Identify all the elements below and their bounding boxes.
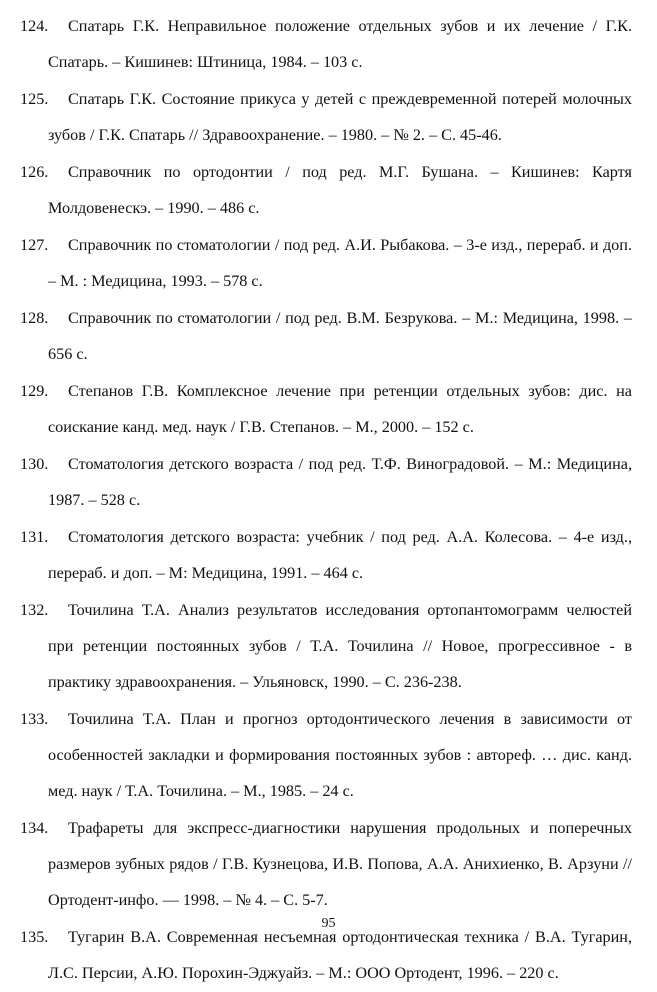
reference-text: Спатарь Г.К. Состояние прикуса у детей с преждевременной потерей молочных зубов / Г.К. Спатарь // Здравоохранение. – 1980. – № 2. – С. 45-46. <box>48 90 632 144</box>
reference-number: 125. <box>20 90 49 108</box>
reference-item <box>20 519 632 591</box>
reference-item <box>20 373 632 445</box>
reference-text: Тугарин В.А. Современная несъемная ортодонтическая техника / В.А. Тугарин, Л.С. Персии, А.Ю. Порохин-Эджуайз. – М.: ООО Ортодент, 1996. – 220 с. <box>48 928 632 982</box>
reference-number: 126. <box>20 163 49 181</box>
reference-number: 133. <box>20 710 49 728</box>
reference-item <box>20 300 632 372</box>
reference-number: 132. <box>20 601 49 619</box>
reference-number: 135. <box>20 928 49 946</box>
reference-item <box>20 446 632 518</box>
reference-item <box>20 592 632 700</box>
reference-text: Спатарь Г.К. Неправильное положение отдельных зубов и их лечение / Г.К. Спатарь. – Кишинев: Штиница, 1984. – 103 с. <box>48 17 632 71</box>
reference-number: 130. <box>20 455 49 473</box>
reference-item <box>20 810 632 918</box>
reference-number: 129. <box>20 382 49 400</box>
reference-item <box>20 8 632 80</box>
reference-item <box>20 81 632 153</box>
reference-item <box>20 154 632 226</box>
reference-text: Стоматология детского возраста / под ред. Т.Ф. Виноградовой. – М.: Медицина, 1987. – 528 с. <box>48 455 632 509</box>
reference-number: 124. <box>20 17 49 35</box>
reference-text: Точилина Т.А. Анализ результатов исследования ортопантомограмм челюстей при ретенции постоянных зубов / Т.А. Точилина // Новое, прогрессивное - в практику здравоохранения. – Ульяновск, 1990. – С. 236-238. <box>48 601 632 691</box>
page-number: 95 <box>321 916 336 931</box>
reference-number: 128. <box>20 309 49 327</box>
reference-number: 134. <box>20 819 49 837</box>
reference-text: Справочник по ортодонтии / под ред. М.Г. Бушана. – Кишинев: Картя Молдовенескэ. – 1990. – 486 с. <box>48 163 632 217</box>
reference-item <box>20 701 632 809</box>
reference-text: Трафареты для экспресс-диагностики нарушения продольных и поперечных размеров зубных рядов / Г.В. Кузнецова, И.В. Попова, А.А. Анихиенко, В. Арзуни // Ортодент-инфо. — 1998. – № 4. – С. 5-7. <box>48 819 632 909</box>
reference-number: 127. <box>20 236 49 254</box>
reference-text: Степанов Г.В. Комплексное лечение при ретенции отдельных зубов: дис. на соискание канд. мед. наук / Г.В. Степанов. – М., 2000. – 152 с. <box>48 382 632 436</box>
reference-text: Справочник по стоматологии / под ред. А.И. Рыбакова. – 3-е изд., перераб. и доп. – М. : Медицина, 1993. – 578 с. <box>48 236 632 290</box>
reference-number: 131. <box>20 528 49 546</box>
reference-item <box>20 227 632 299</box>
reference-text: Стоматология детского возраста: учебник / под ред. А.А. Колесова. – 4-е изд., перераб. и доп. – М: Медицина, 1991. – 464 с. <box>48 528 632 582</box>
reference-text: Справочник по стоматологии / под ред. В.М. Безрукова. – М.: Медицина, 1998. – 656 с. <box>48 309 632 363</box>
reference-list <box>20 8 632 992</box>
reference-text: Точилина Т.А. План и прогноз ортодонтического лечения в зависимости от особенностей закладки и формирования постоянных зубов : автореф. … дис. канд. мед. наук / Т.А. Точилина. – М., 1985. – 24 с. <box>48 710 632 800</box>
